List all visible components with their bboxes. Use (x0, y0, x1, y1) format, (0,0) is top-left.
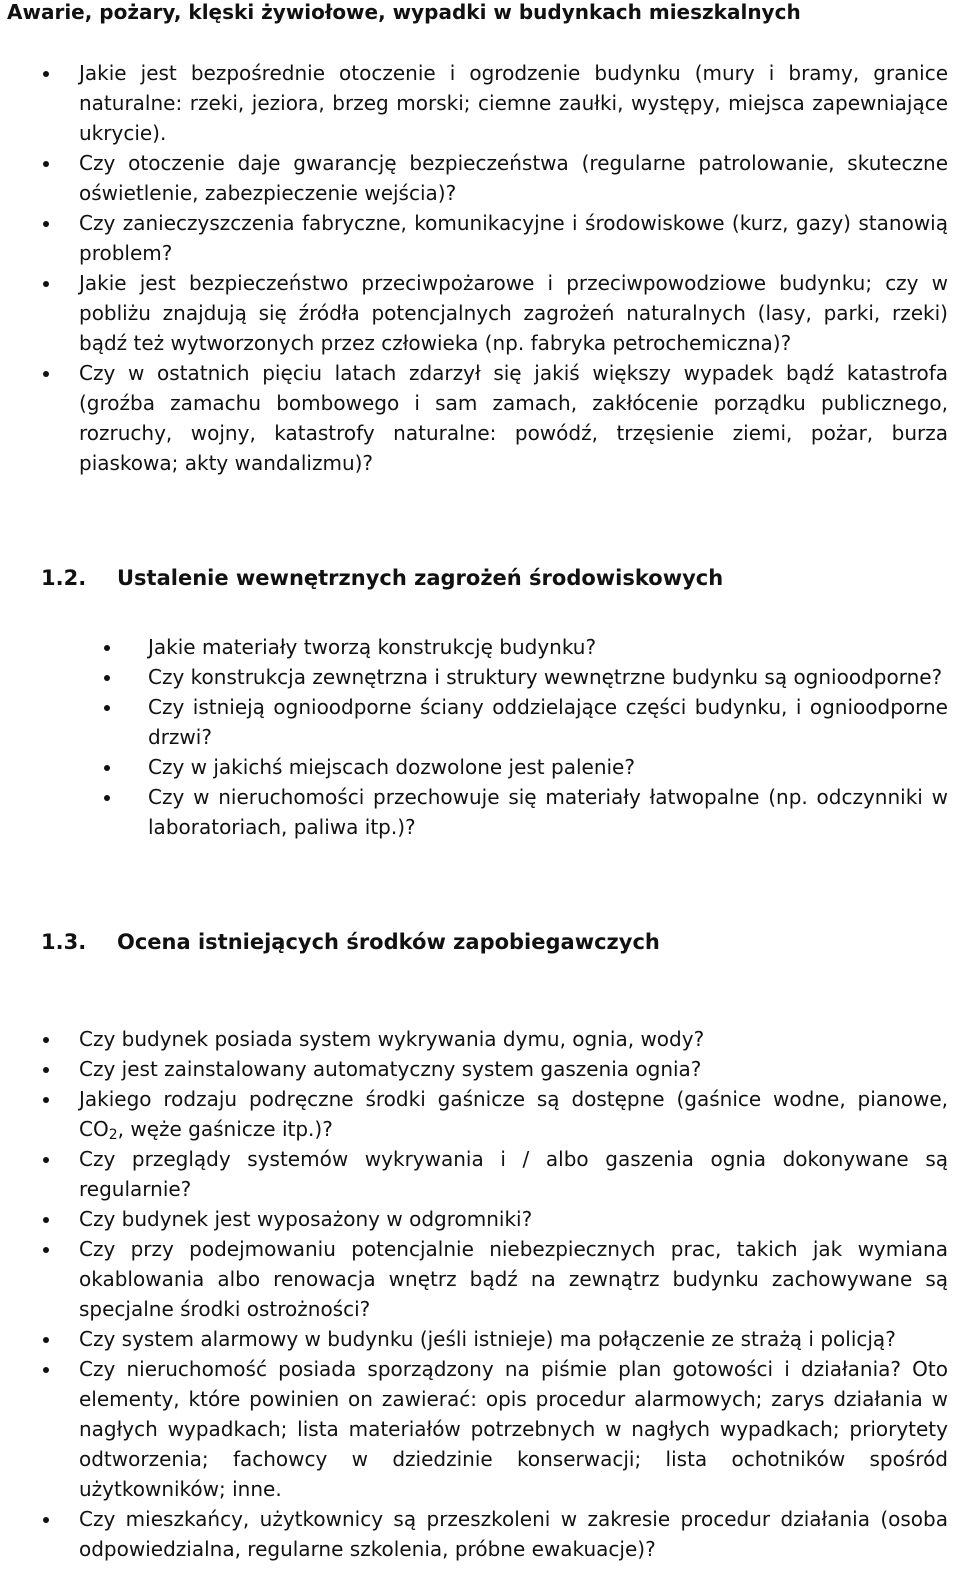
bullet-icon (43, 1217, 49, 1223)
bullet-icon (104, 645, 110, 651)
list-item (148, 752, 948, 782)
document-title: Awarie, pożary, klęski żywiołowe, wypadki w budynkach mieszkalnych (7, 0, 801, 24)
bullet-icon (104, 765, 110, 771)
intro-list (79, 58, 948, 478)
list-item-text: Czy w ostatnich pięciu latach zdarzył się jakiś większy wypadek bądź katastrofa (groźba zamachu bombowego i sam zamach, zakłócenie porządku publicznego, rozruchy, wojny, katastrofy naturalne: powódź, trzęsienie ziemi, pożar, burza piaskowa; akty wandalizmu)? (79, 361, 948, 475)
bullet-icon (43, 71, 49, 77)
list-item (79, 1054, 948, 1084)
list-item-text: Czy system alarmowy w budynku (jeśli istnieje) ma połączenie ze strażą i policją? (79, 1327, 896, 1351)
list-item (148, 632, 948, 662)
list-item-text (79, 1087, 948, 1141)
bullet-icon (43, 1067, 49, 1073)
list-item-text: Czy jest zainstalowany automatyczny system gaszenia ognia? (79, 1057, 702, 1081)
list-item-text: Czy istnieją ognioodporne ściany oddzielające części budynku, i ognioodporne drzwi? (148, 695, 948, 749)
list-item (148, 782, 948, 842)
list-item (79, 148, 948, 208)
section-number: 1.2. (41, 566, 87, 590)
list-item (79, 1234, 948, 1324)
list-item (79, 1204, 948, 1234)
text-part: , węże gaśnicze itp.)? (117, 1117, 333, 1141)
list-item (79, 1144, 948, 1204)
bullet-icon (104, 705, 110, 711)
list-item-text: Czy przy podejmowaniu potencjalnie niebezpiecznych prac, takich jak wymiana okablowania albo renowacja wnętrz bądź na zewnątrz budynku zachowywane są specjalne środki ostrożności? (79, 1237, 948, 1321)
section-title: Ocena istniejących środków zapobiegawczych (117, 930, 660, 954)
list-item-text: Jakie jest bezpieczeństwo przeciwpożarowe i przeciwpowodziowe budynku; czy w pobliżu znajdują się źródła potencjalnych zagrożeń naturalnych (lasy, parki, rzeki) bądź też wytworzonych przez człowieka (np. fabryka petrochemiczna)? (79, 271, 948, 355)
list-item (79, 208, 948, 268)
section-heading-1-2 (41, 564, 723, 592)
list-item-text: Czy otoczenie daje gwarancję bezpieczeństwa (regularne patrolowanie, skuteczne oświetlenie, zabezpieczenie wejścia)? (79, 151, 948, 205)
bullet-icon (43, 1517, 49, 1523)
list-item-text: Czy w nieruchomości przechowuje się materiały łatwopalne (np. odczynniki w laboratoriach, paliwa itp.)? (148, 785, 948, 839)
list-item (79, 1324, 948, 1354)
bullet-icon (104, 675, 110, 681)
list-item-text: Czy mieszkańcy, użytkownicy są przeszkoleni w zakresie procedur działania (osoba odpowiedzialna, regularne szkolenia, próbne ewakuacje)? (79, 1507, 948, 1561)
bullet-icon (43, 1247, 49, 1253)
list-item (79, 268, 948, 358)
section-heading-1-3 (41, 928, 660, 956)
section-1-3-list (79, 1024, 948, 1564)
subscript-digit: 2 (108, 1127, 118, 1143)
list-item-text: Jakie materiały tworzą konstrukcję budynku? (148, 635, 597, 659)
list-item-text: Czy zanieczyszczenia fabryczne, komunikacyjne i środowiskowe (kurz, gazy) stanowią problem? (79, 211, 948, 265)
bullet-icon (43, 161, 49, 167)
text-part: Jakiego rodzaju podręczne środki gaśnicze są dostępne (gaśnice wodne, pianowe, CO (79, 1087, 948, 1141)
bullet-icon (104, 795, 110, 801)
list-item (148, 692, 948, 752)
section-title: Ustalenie wewnętrznych zagrożeń środowiskowych (117, 566, 724, 590)
list-item (79, 358, 948, 478)
section-number: 1.3. (41, 930, 87, 954)
bullet-icon (43, 1337, 49, 1343)
bullet-icon (43, 1097, 49, 1103)
bullet-icon (43, 281, 49, 287)
list-item-text: Czy przeglądy systemów wykrywania i / albo gaszenia ognia dokonywane są regularnie? (79, 1147, 948, 1201)
list-item-text: Czy budynek posiada system wykrywania dymu, ognia, wody? (79, 1027, 705, 1051)
list-item-text: Czy nieruchomość posiada sporządzony na piśmie plan gotowości i działania? Oto elementy, które powinien on zawierać: opis procedur alarmowych; zarys działania w nagłych wypadkach; lista materiałów potrzebnych w nagłych wypadkach; priorytety odtworzenia; fachowcy w dziedzinie konserwacji; lista ochotników spośród użytkowników; inne. (79, 1357, 948, 1501)
bullet-icon (43, 371, 49, 377)
list-item (79, 58, 948, 148)
bullet-icon (43, 221, 49, 227)
bullet-icon (43, 1367, 49, 1373)
bullet-icon (43, 1037, 49, 1043)
list-item-text: Czy w jakichś miejscach dozwolone jest palenie? (148, 755, 635, 779)
list-item (79, 1504, 948, 1564)
bullet-icon (43, 1157, 49, 1163)
list-item (148, 662, 948, 692)
list-item (79, 1024, 948, 1054)
list-item-text: Czy budynek jest wyposażony w odgromniki? (79, 1207, 533, 1231)
section-1-2-list (148, 632, 948, 842)
list-item-text: Jakie jest bezpośrednie otoczenie i ogrodzenie budynku (mury i bramy, granice naturalne: rzeki, jeziora, brzeg morski; ciemne zaułki, występy, miejsca zapewniające ukrycie). (79, 61, 948, 145)
list-item-text: Czy konstrukcja zewnętrzna i struktury wewnętrzne budynku są ognioodporne? (148, 665, 943, 689)
list-item (79, 1084, 948, 1144)
list-item (79, 1354, 948, 1504)
